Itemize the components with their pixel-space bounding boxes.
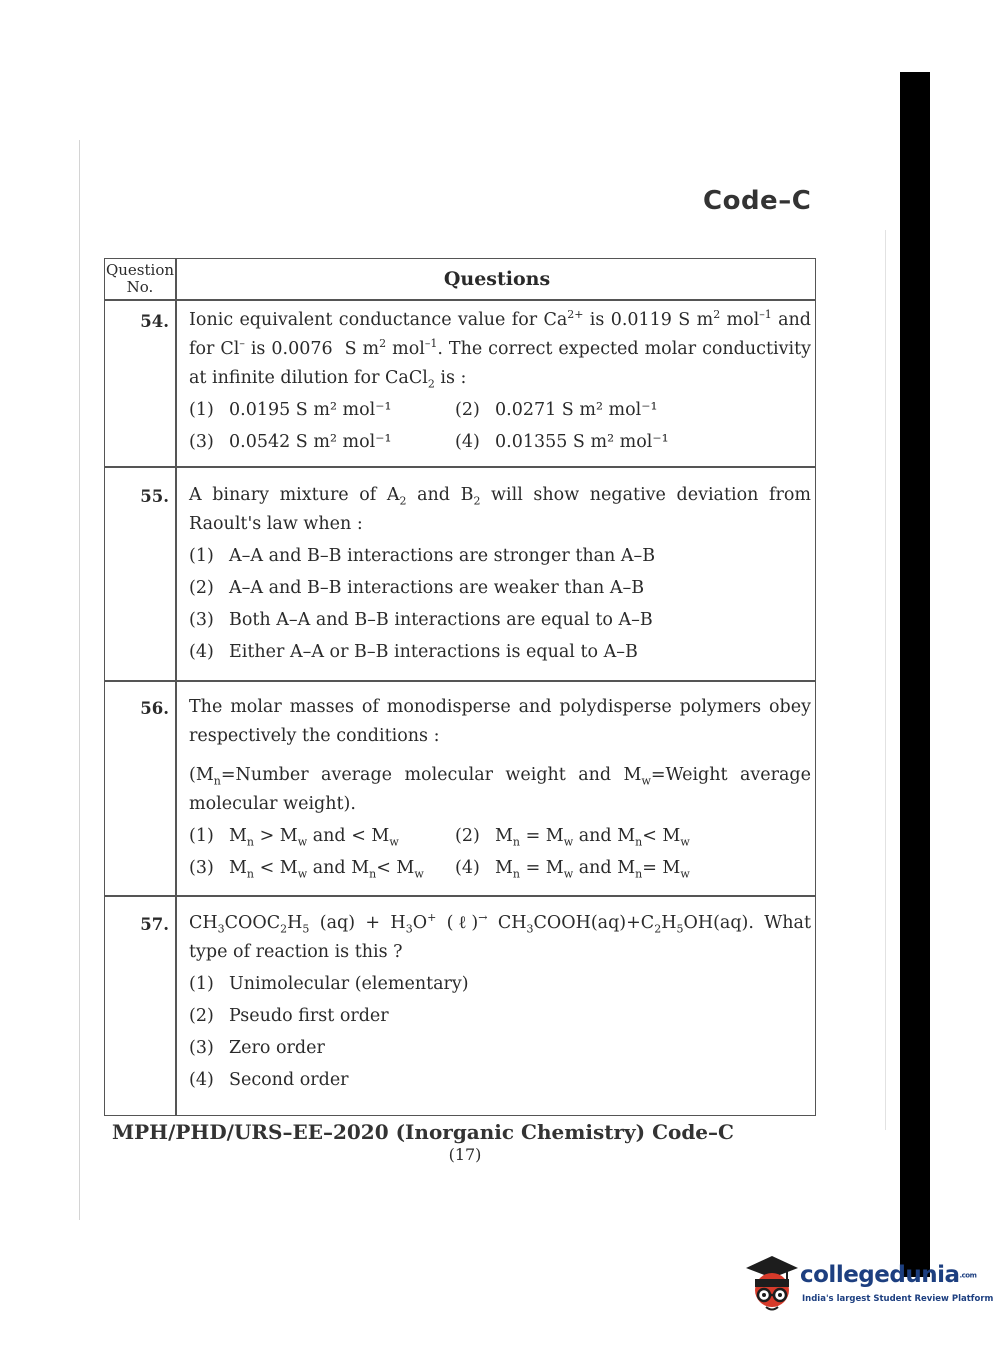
option: (4) Second order (189, 1070, 349, 1090)
option: (2) 0.0271 S m² mol⁻¹ (455, 400, 658, 420)
option-row (189, 822, 811, 851)
header-questions: Questions (443, 268, 551, 290)
question-table (104, 258, 816, 1116)
option-row (189, 854, 811, 883)
question-57 (189, 909, 811, 1095)
scan-border (900, 72, 930, 1277)
row-divider (105, 466, 815, 468)
collegedunia-logo (742, 1250, 994, 1320)
graduate-mascot-icon (742, 1250, 802, 1314)
option: (3) $M_n < M_w$ and $M_n< M_w$ (189, 858, 424, 881)
question-55 (189, 481, 811, 667)
option: (1) $M_n > M_w$ and < $M_w$ (189, 826, 399, 849)
question-note: ($M_n=Number$ average molecular weight and $M_w=Weight$ average molecular weight). (189, 765, 811, 814)
question-number: 57. (140, 915, 169, 934)
option-row (189, 396, 811, 425)
option: (4) $M_n = M_w$ and $M_n= M_w$ (455, 858, 690, 881)
row-divider (105, 299, 815, 301)
logo-tagline: India's largest Student Review Platform (802, 1294, 994, 1304)
option: (4) Either A–A or B–B interactions is equal to A–B (189, 642, 638, 662)
question-number: 54. (140, 312, 169, 331)
option: (4) 0.01355 S m² mol⁻¹ (455, 432, 669, 452)
option: (2) A–A and B–B interactions are weaker than A–B (189, 578, 645, 598)
row-divider (105, 895, 815, 897)
option: (3) Both A–A and B–B interactions are equal to A–B (189, 610, 653, 630)
scan-edge (79, 140, 80, 1220)
page-number: (17) (448, 1145, 482, 1164)
question-54 (189, 306, 811, 457)
option: (3) 0.0542 S m² mol⁻¹ (189, 432, 392, 452)
option: (1) 0.0195 S m² mol⁻¹ (189, 400, 392, 420)
question-text: $CH_3COOC_2H_5$ $(aq) + H_3O^+$ (ℓ)→ $CH_3COOH(aq)+C_2H_5OH(aq)$. What type of reaction is this ? (189, 911, 812, 962)
option: (2) $M_n = M_w$ and $M_n< M_w$ (455, 826, 690, 849)
column-divider (175, 259, 177, 1115)
option-row (189, 428, 811, 457)
paper-code: Code–C (703, 186, 812, 216)
option: (3) Zero order (189, 1038, 325, 1058)
question-56 (189, 693, 811, 883)
question-text: Ionic equivalent conductance value for $Ca^{2+}$ is 0.0119 S $m^2$ mol$^{-1}$ and for Cl– is 0.0076 S $m^2$ mol$^{-1}$. The correct expected molar conductivity at infinite dilution for CaCl$_2$ is : (189, 308, 811, 391)
option: (1) Unimolecular (elementary) (189, 974, 469, 994)
question-text: A binary mixture of $A_2$ and $B_2$ will show negative deviation from Raoult's law when : (189, 485, 811, 534)
scan-shadow (885, 230, 886, 1130)
question-text: The molar masses of monodisperse and polydisperse polymers obey respectively the conditions : (189, 697, 811, 746)
question-number: 56. (140, 699, 169, 718)
row-divider (105, 680, 815, 682)
paper-footer-title: MPH/PHD/URS–EE–2020 (Inorganic Chemistry) Code–C (112, 1120, 734, 1144)
logo-wordmark: collegedunia.com (800, 1262, 977, 1288)
option: (1) A–A and B–B interactions are stronger than A–B (189, 546, 656, 566)
header-question-no: Question No. (105, 261, 175, 296)
question-number: 55. (140, 487, 169, 506)
option: (2) Pseudo first order (189, 1006, 389, 1026)
